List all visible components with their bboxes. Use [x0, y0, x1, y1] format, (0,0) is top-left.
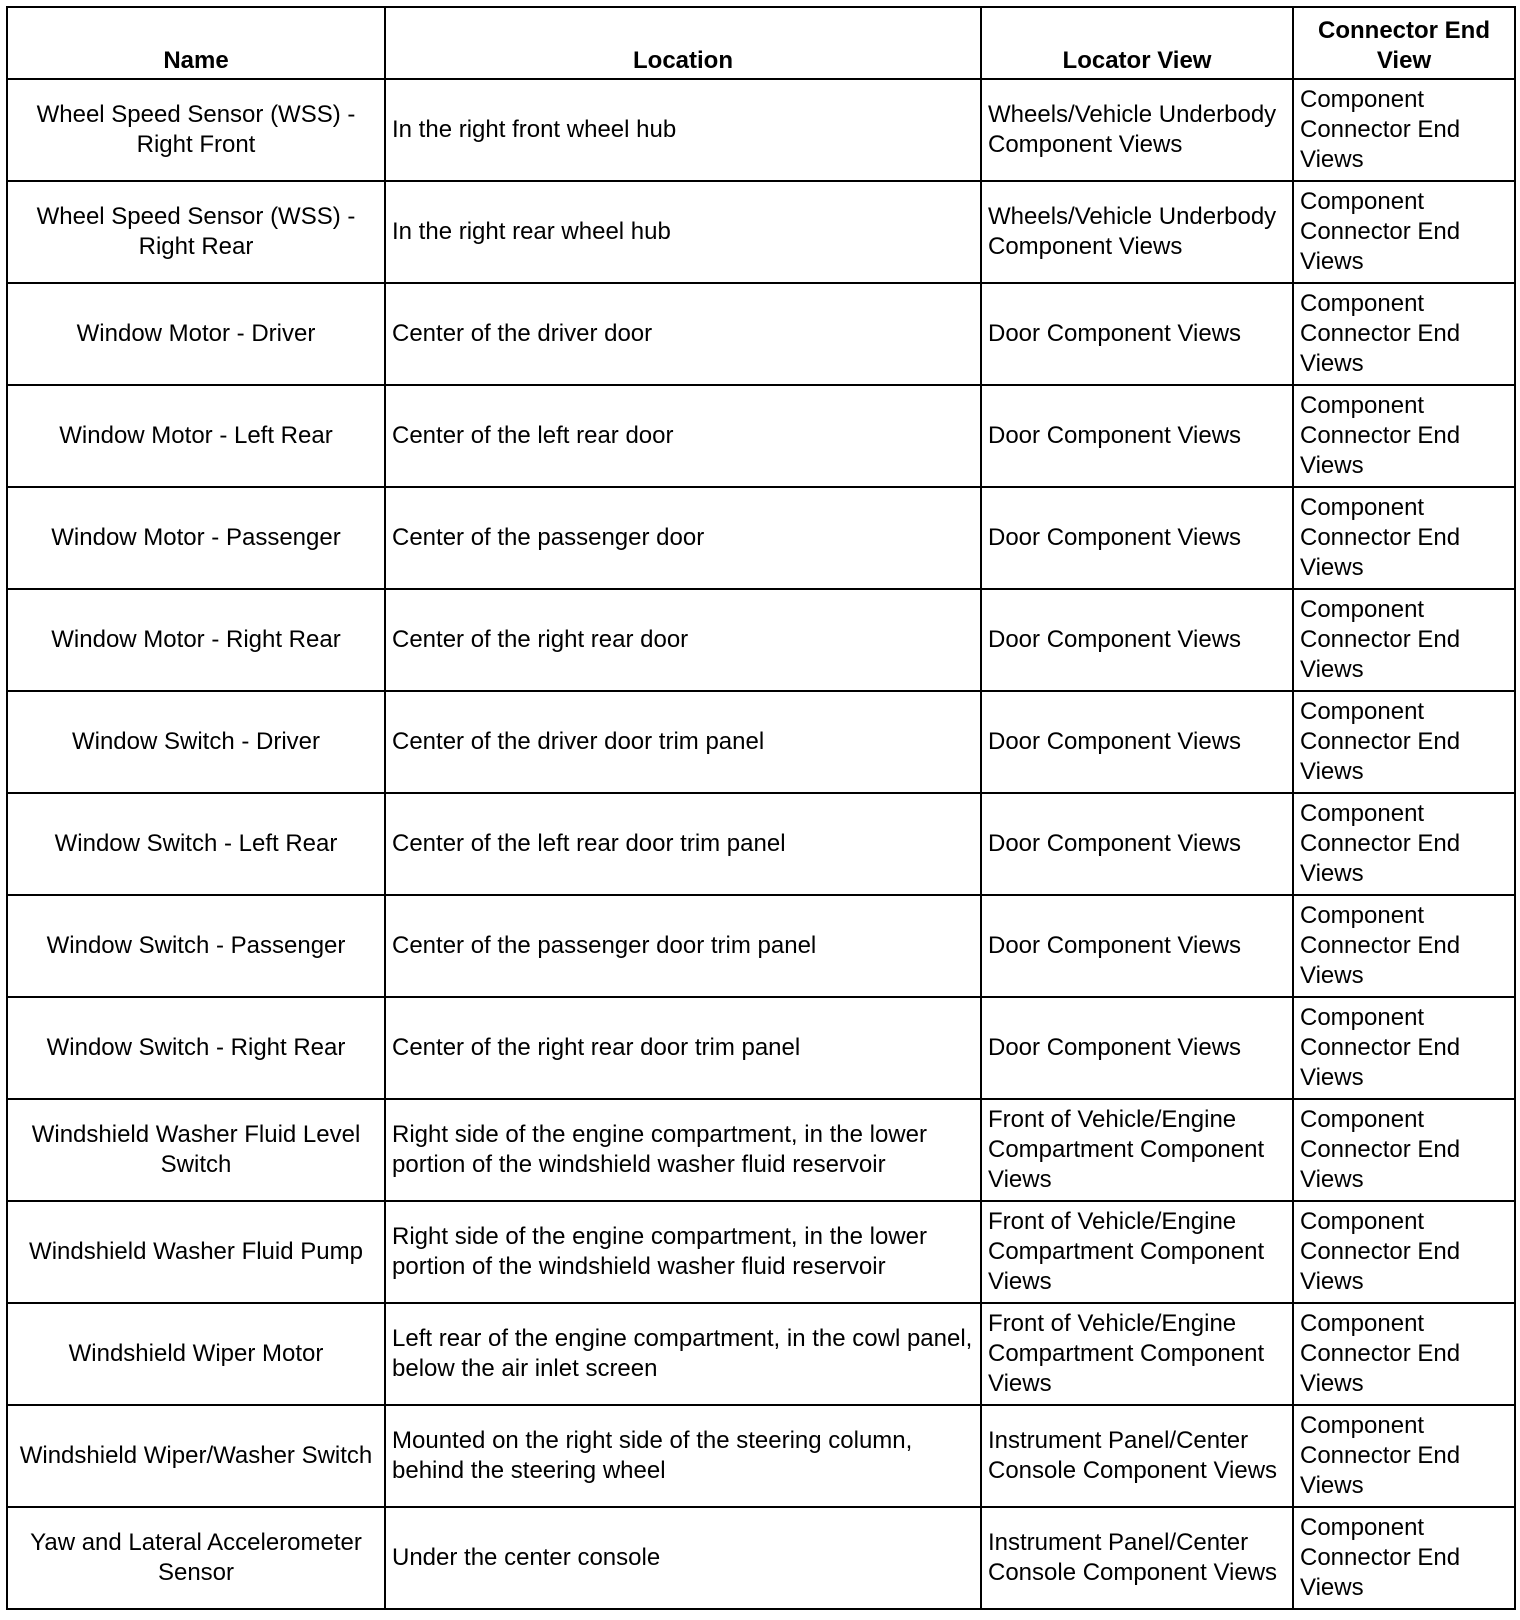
- cell-connector-end-view: Component Connector End Views: [1293, 793, 1515, 895]
- header-location: Location: [385, 7, 981, 79]
- cell-name: Window Motor - Driver: [7, 283, 385, 385]
- table-row: [7, 895, 1515, 997]
- cell-name: Wheel Speed Sensor (WSS) - Right Front: [7, 79, 385, 181]
- cell-connector-end-view: Component Connector End Views: [1293, 385, 1515, 487]
- table-row: [7, 487, 1515, 589]
- table-row: [7, 1303, 1515, 1405]
- table-row: [7, 793, 1515, 895]
- cell-location: Right side of the engine compartment, in the lower portion of the windshield washer fluid reservoir: [385, 1201, 981, 1303]
- cell-location: Right side of the engine compartment, in the lower portion of the windshield washer fluid reservoir: [385, 1099, 981, 1201]
- cell-location: Center of the right rear door trim panel: [385, 997, 981, 1099]
- header-name: Name: [7, 7, 385, 79]
- cell-locator-view: Door Component Views: [981, 997, 1293, 1099]
- cell-name: Window Switch - Driver: [7, 691, 385, 793]
- table-row: [7, 1099, 1515, 1201]
- cell-connector-end-view: Component Connector End Views: [1293, 1507, 1515, 1609]
- table-row: [7, 1405, 1515, 1507]
- cell-name: Wheel Speed Sensor (WSS) - Right Rear: [7, 181, 385, 283]
- cell-name: Windshield Washer Fluid Level Switch: [7, 1099, 385, 1201]
- cell-locator-view: Door Component Views: [981, 589, 1293, 691]
- table-row: [7, 997, 1515, 1099]
- cell-connector-end-view: Component Connector End Views: [1293, 997, 1515, 1099]
- table-row: [7, 1507, 1515, 1609]
- table-body: [7, 79, 1515, 1609]
- table-row: [7, 691, 1515, 793]
- header-connector-end-view: Connector End View: [1293, 7, 1515, 79]
- cell-name: Window Switch - Passenger: [7, 895, 385, 997]
- table-row: [7, 181, 1515, 283]
- cell-connector-end-view: Component Connector End Views: [1293, 1099, 1515, 1201]
- cell-connector-end-view: Component Connector End Views: [1293, 1405, 1515, 1507]
- cell-locator-view: Door Component Views: [981, 895, 1293, 997]
- cell-location: Center of the driver door trim panel: [385, 691, 981, 793]
- cell-name: Window Motor - Passenger: [7, 487, 385, 589]
- cell-connector-end-view: Component Connector End Views: [1293, 181, 1515, 283]
- cell-location: Center of the right rear door: [385, 589, 981, 691]
- cell-locator-view: Front of Vehicle/Engine Compartment Component Views: [981, 1303, 1293, 1405]
- cell-connector-end-view: Component Connector End Views: [1293, 79, 1515, 181]
- cell-location: Center of the driver door: [385, 283, 981, 385]
- cell-connector-end-view: Component Connector End Views: [1293, 487, 1515, 589]
- cell-name: Windshield Wiper Motor: [7, 1303, 385, 1405]
- cell-connector-end-view: Component Connector End Views: [1293, 589, 1515, 691]
- cell-name: Window Switch - Right Rear: [7, 997, 385, 1099]
- cell-location: Left rear of the engine compartment, in the cowl panel, below the air inlet screen: [385, 1303, 981, 1405]
- cell-locator-view: Wheels/Vehicle Underbody Component Views: [981, 79, 1293, 181]
- cell-name: Window Motor - Left Rear: [7, 385, 385, 487]
- cell-location: Center of the passenger door trim panel: [385, 895, 981, 997]
- cell-locator-view: Instrument Panel/Center Console Component Views: [981, 1507, 1293, 1609]
- cell-name: Windshield Washer Fluid Pump: [7, 1201, 385, 1303]
- cell-locator-view: Door Component Views: [981, 487, 1293, 589]
- table-row: [7, 589, 1515, 691]
- component-locator-table: [6, 6, 1516, 1610]
- cell-connector-end-view: Component Connector End Views: [1293, 1201, 1515, 1303]
- cell-locator-view: Front of Vehicle/Engine Compartment Component Views: [981, 1201, 1293, 1303]
- header-locator-view: Locator View: [981, 7, 1293, 79]
- cell-location: Under the center console: [385, 1507, 981, 1609]
- cell-location: Mounted on the right side of the steering column, behind the steering wheel: [385, 1405, 981, 1507]
- cell-name: Yaw and Lateral Accelerometer Sensor: [7, 1507, 385, 1609]
- cell-location: In the right front wheel hub: [385, 79, 981, 181]
- table-row: [7, 79, 1515, 181]
- cell-location: Center of the left rear door trim panel: [385, 793, 981, 895]
- cell-name: Windshield Wiper/Washer Switch: [7, 1405, 385, 1507]
- table-header-row: [7, 7, 1515, 79]
- cell-location: Center of the passenger door: [385, 487, 981, 589]
- cell-connector-end-view: Component Connector End Views: [1293, 283, 1515, 385]
- table-row: [7, 283, 1515, 385]
- cell-connector-end-view: Component Connector End Views: [1293, 895, 1515, 997]
- cell-locator-view: Instrument Panel/Center Console Component Views: [981, 1405, 1293, 1507]
- cell-connector-end-view: Component Connector End Views: [1293, 1303, 1515, 1405]
- cell-locator-view: Door Component Views: [981, 385, 1293, 487]
- cell-locator-view: Door Component Views: [981, 691, 1293, 793]
- cell-locator-view: Door Component Views: [981, 793, 1293, 895]
- table-row: [7, 1201, 1515, 1303]
- table-row: [7, 385, 1515, 487]
- cell-name: Window Switch - Left Rear: [7, 793, 385, 895]
- cell-locator-view: Door Component Views: [981, 283, 1293, 385]
- cell-location: In the right rear wheel hub: [385, 181, 981, 283]
- cell-connector-end-view: Component Connector End Views: [1293, 691, 1515, 793]
- cell-locator-view: Wheels/Vehicle Underbody Component Views: [981, 181, 1293, 283]
- cell-location: Center of the left rear door: [385, 385, 981, 487]
- cell-name: Window Motor - Right Rear: [7, 589, 385, 691]
- cell-locator-view: Front of Vehicle/Engine Compartment Component Views: [981, 1099, 1293, 1201]
